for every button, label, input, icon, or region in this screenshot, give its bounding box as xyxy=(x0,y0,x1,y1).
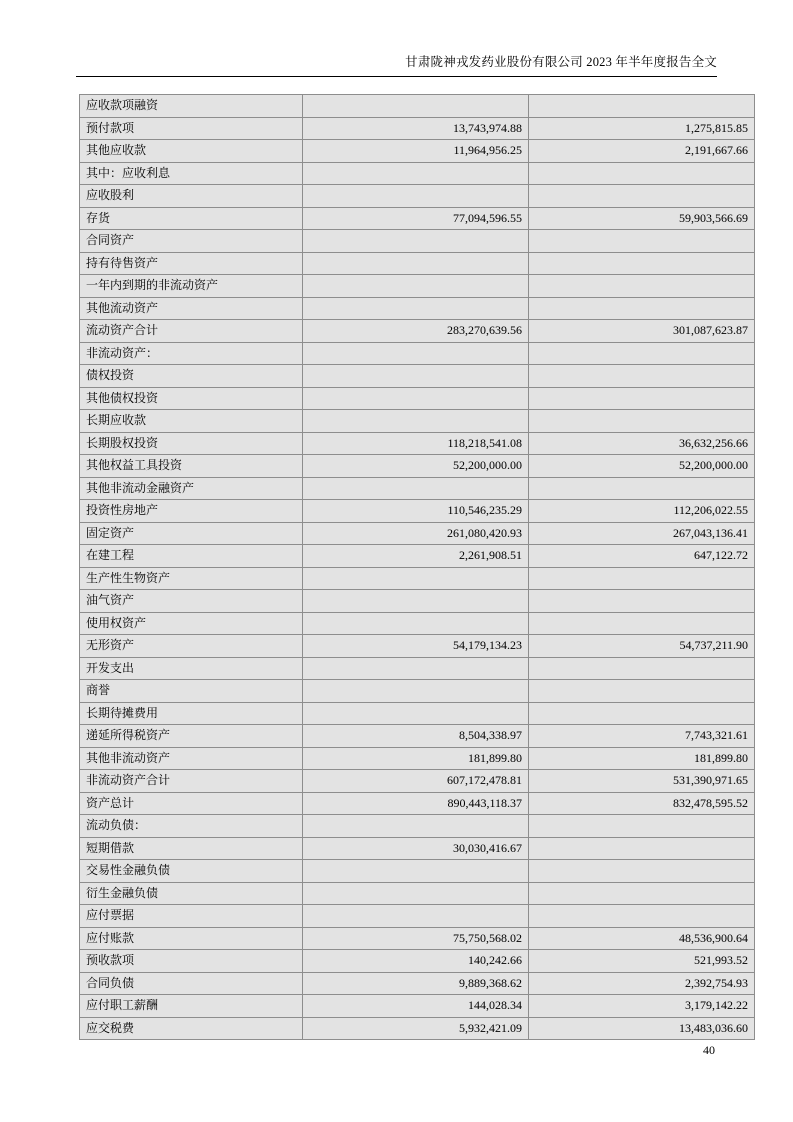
row-label: 流动负债： xyxy=(80,815,303,838)
row-label: 持有待售资产 xyxy=(80,252,303,275)
table-row xyxy=(80,995,755,1018)
row-value-previous: 36,632,256.66 xyxy=(529,432,755,455)
row-value-current xyxy=(303,365,529,388)
table-row xyxy=(80,635,755,658)
row-value-current: 5,932,421.09 xyxy=(303,1017,529,1040)
row-value-previous xyxy=(529,410,755,433)
row-label: 开发支出 xyxy=(80,657,303,680)
row-value-previous: 54,737,211.90 xyxy=(529,635,755,658)
row-label: 长期应收款 xyxy=(80,410,303,433)
header-divider xyxy=(76,76,717,77)
row-label: 合同资产 xyxy=(80,230,303,253)
table-row xyxy=(80,522,755,545)
row-label: 衍生金融负债 xyxy=(80,882,303,905)
table-row xyxy=(80,950,755,973)
row-label: 应付账款 xyxy=(80,927,303,950)
row-label: 预收款项 xyxy=(80,950,303,973)
table-body xyxy=(80,95,755,1040)
table-row xyxy=(80,297,755,320)
row-value-current xyxy=(303,297,529,320)
table-row xyxy=(80,860,755,883)
table-row xyxy=(80,545,755,568)
row-label: 应收股利 xyxy=(80,185,303,208)
row-value-previous xyxy=(529,387,755,410)
row-label: 长期待摊费用 xyxy=(80,702,303,725)
row-label: 非流动资产合计 xyxy=(80,770,303,793)
row-label: 无形资产 xyxy=(80,635,303,658)
table-row xyxy=(80,567,755,590)
table-row xyxy=(80,140,755,163)
row-value-current xyxy=(303,905,529,928)
table-row xyxy=(80,230,755,253)
row-label: 预付款项 xyxy=(80,117,303,140)
row-value-current: 11,964,956.25 xyxy=(303,140,529,163)
row-value-previous: 13,483,036.60 xyxy=(529,1017,755,1040)
table-row xyxy=(80,725,755,748)
row-value-previous xyxy=(529,612,755,635)
row-value-current: 30,030,416.67 xyxy=(303,837,529,860)
row-value-previous xyxy=(529,590,755,613)
row-label: 其他非流动金融资产 xyxy=(80,477,303,500)
row-label: 其他流动资产 xyxy=(80,297,303,320)
row-value-previous: 2,392,754.93 xyxy=(529,972,755,995)
row-value-previous xyxy=(529,905,755,928)
row-value-previous xyxy=(529,185,755,208)
table-row xyxy=(80,252,755,275)
table-row xyxy=(80,320,755,343)
row-value-previous xyxy=(529,882,755,905)
row-label: 应付职工薪酬 xyxy=(80,995,303,1018)
row-label: 投资性房地产 xyxy=(80,500,303,523)
row-value-current xyxy=(303,342,529,365)
row-value-previous: 301,087,623.87 xyxy=(529,320,755,343)
table-row xyxy=(80,95,755,118)
table-row xyxy=(80,342,755,365)
row-value-current: 144,028.34 xyxy=(303,995,529,1018)
table-row xyxy=(80,455,755,478)
row-value-current xyxy=(303,275,529,298)
row-value-current: 607,172,478.81 xyxy=(303,770,529,793)
row-value-previous xyxy=(529,342,755,365)
row-value-previous: 52,200,000.00 xyxy=(529,455,755,478)
table-row xyxy=(80,477,755,500)
row-label: 流动资产合计 xyxy=(80,320,303,343)
row-label: 短期借款 xyxy=(80,837,303,860)
row-value-current xyxy=(303,95,529,118)
row-value-current xyxy=(303,612,529,635)
row-value-current xyxy=(303,590,529,613)
row-value-current xyxy=(303,230,529,253)
row-value-current: 54,179,134.23 xyxy=(303,635,529,658)
row-value-previous: 267,043,136.41 xyxy=(529,522,755,545)
row-value-previous xyxy=(529,95,755,118)
row-value-current xyxy=(303,162,529,185)
row-value-current xyxy=(303,567,529,590)
table-row xyxy=(80,972,755,995)
row-value-current: 110,546,235.29 xyxy=(303,500,529,523)
row-value-previous xyxy=(529,657,755,680)
row-value-current: 8,504,338.97 xyxy=(303,725,529,748)
row-label: 固定资产 xyxy=(80,522,303,545)
row-value-previous: 3,179,142.22 xyxy=(529,995,755,1018)
row-value-previous: 2,191,667.66 xyxy=(529,140,755,163)
row-label: 应交税费 xyxy=(80,1017,303,1040)
row-value-current xyxy=(303,815,529,838)
row-value-current: 890,443,118.37 xyxy=(303,792,529,815)
table-row xyxy=(80,747,755,770)
row-label: 其他债权投资 xyxy=(80,387,303,410)
row-value-previous: 48,536,900.64 xyxy=(529,927,755,950)
row-label: 商誉 xyxy=(80,680,303,703)
row-label: 应付票据 xyxy=(80,905,303,928)
row-value-current xyxy=(303,882,529,905)
row-value-current xyxy=(303,657,529,680)
balance-sheet-table-wrapper xyxy=(79,94,748,1040)
row-value-current: 9,889,368.62 xyxy=(303,972,529,995)
row-value-current: 75,750,568.02 xyxy=(303,927,529,950)
row-value-previous: 521,993.52 xyxy=(529,950,755,973)
row-value-previous xyxy=(529,837,755,860)
row-value-previous: 647,122.72 xyxy=(529,545,755,568)
row-value-previous xyxy=(529,680,755,703)
table-row xyxy=(80,162,755,185)
row-label: 交易性金融负债 xyxy=(80,860,303,883)
balance-sheet-table xyxy=(79,94,755,1040)
row-label: 其他非流动资产 xyxy=(80,747,303,770)
table-row xyxy=(80,770,755,793)
row-label: 存货 xyxy=(80,207,303,230)
row-value-previous xyxy=(529,252,755,275)
row-value-current xyxy=(303,185,529,208)
row-value-previous xyxy=(529,365,755,388)
table-row xyxy=(80,905,755,928)
row-value-current xyxy=(303,252,529,275)
row-value-previous: 181,899.80 xyxy=(529,747,755,770)
table-row xyxy=(80,657,755,680)
table-row xyxy=(80,387,755,410)
page-number: 40 xyxy=(703,1043,715,1057)
table-row xyxy=(80,410,755,433)
row-label: 其他权益工具投资 xyxy=(80,455,303,478)
row-value-previous: 59,903,566.69 xyxy=(529,207,755,230)
row-value-previous xyxy=(529,860,755,883)
row-value-current: 52,200,000.00 xyxy=(303,455,529,478)
row-label: 其中：应收利息 xyxy=(80,162,303,185)
row-value-previous xyxy=(529,477,755,500)
row-value-previous xyxy=(529,815,755,838)
row-value-current: 140,242.66 xyxy=(303,950,529,973)
table-row xyxy=(80,792,755,815)
table-row xyxy=(80,927,755,950)
page-header: 甘肃陇神戎发药业股份有限公司 2023 年半年度报告全文 xyxy=(405,55,717,69)
row-label: 资产总计 xyxy=(80,792,303,815)
row-label: 合同负债 xyxy=(80,972,303,995)
table-row xyxy=(80,275,755,298)
row-value-current xyxy=(303,387,529,410)
table-row xyxy=(80,365,755,388)
row-value-current: 77,094,596.55 xyxy=(303,207,529,230)
row-value-current: 2,261,908.51 xyxy=(303,545,529,568)
row-value-previous: 531,390,971.65 xyxy=(529,770,755,793)
row-label: 在建工程 xyxy=(80,545,303,568)
row-value-current: 13,743,974.88 xyxy=(303,117,529,140)
table-row xyxy=(80,117,755,140)
row-value-previous: 832,478,595.52 xyxy=(529,792,755,815)
row-label: 一年内到期的非流动资产 xyxy=(80,275,303,298)
row-value-current: 261,080,420.93 xyxy=(303,522,529,545)
table-row xyxy=(80,882,755,905)
row-value-previous xyxy=(529,702,755,725)
row-value-current: 283,270,639.56 xyxy=(303,320,529,343)
table-row xyxy=(80,590,755,613)
table-row xyxy=(80,207,755,230)
row-value-current xyxy=(303,477,529,500)
row-value-previous xyxy=(529,297,755,320)
row-label: 生产性生物资产 xyxy=(80,567,303,590)
row-label: 递延所得税资产 xyxy=(80,725,303,748)
row-label: 应收款项融资 xyxy=(80,95,303,118)
row-label: 非流动资产： xyxy=(80,342,303,365)
row-label: 使用权资产 xyxy=(80,612,303,635)
table-row xyxy=(80,500,755,523)
row-value-current xyxy=(303,680,529,703)
row-value-previous xyxy=(529,275,755,298)
table-row xyxy=(80,1017,755,1040)
row-value-previous xyxy=(529,230,755,253)
row-value-current xyxy=(303,702,529,725)
row-value-current xyxy=(303,860,529,883)
row-value-previous xyxy=(529,162,755,185)
row-value-current: 181,899.80 xyxy=(303,747,529,770)
row-label: 油气资产 xyxy=(80,590,303,613)
table-row xyxy=(80,612,755,635)
table-row xyxy=(80,185,755,208)
row-value-previous xyxy=(529,567,755,590)
table-row xyxy=(80,837,755,860)
table-row xyxy=(80,702,755,725)
row-label: 长期股权投资 xyxy=(80,432,303,455)
row-value-current: 118,218,541.08 xyxy=(303,432,529,455)
table-row xyxy=(80,432,755,455)
row-value-previous: 112,206,022.55 xyxy=(529,500,755,523)
row-value-previous: 1,275,815.85 xyxy=(529,117,755,140)
table-row xyxy=(80,680,755,703)
table-row xyxy=(80,815,755,838)
row-label: 其他应收款 xyxy=(80,140,303,163)
row-label: 债权投资 xyxy=(80,365,303,388)
row-value-previous: 7,743,321.61 xyxy=(529,725,755,748)
row-value-current xyxy=(303,410,529,433)
